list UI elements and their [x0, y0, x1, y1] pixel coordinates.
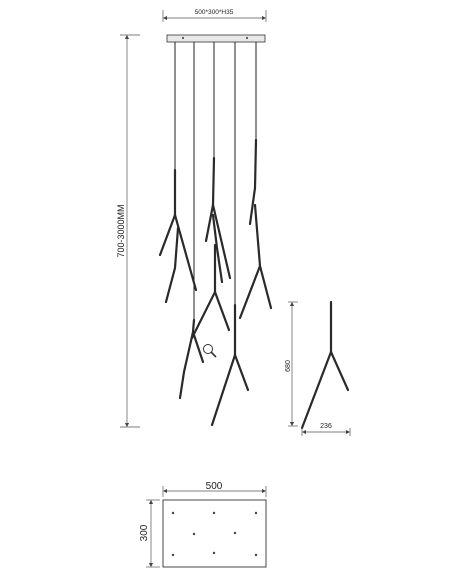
plate-width-label: 500	[205, 481, 223, 492]
ceiling-plate	[163, 500, 266, 567]
height-dimension-label: 700-3000MM	[116, 204, 126, 258]
pendant-detail	[302, 302, 348, 428]
canopy-dimension-label: 500*300*H35	[194, 9, 234, 16]
magnifier-icon[interactable]	[204, 345, 217, 358]
detail-width-label: 236	[320, 423, 332, 430]
detail-height-dimension	[285, 302, 298, 426]
canopy	[167, 35, 265, 42]
detail-height-label: 680	[285, 360, 292, 372]
plate-depth-dimension	[139, 500, 160, 567]
overall-height-dimension	[116, 35, 140, 427]
pendant-cluster	[160, 140, 271, 425]
pendant-5	[180, 320, 203, 398]
plate-width-dimension	[163, 481, 266, 497]
canopy-width-dimension	[163, 9, 266, 22]
pendant-2	[206, 158, 230, 282]
pendant-1	[160, 170, 196, 302]
detail-width-dimension	[302, 423, 350, 436]
plate-depth-label: 300	[139, 524, 150, 542]
pendant-4	[192, 245, 229, 338]
pendant-6	[212, 305, 248, 425]
pendant-3	[240, 140, 271, 318]
